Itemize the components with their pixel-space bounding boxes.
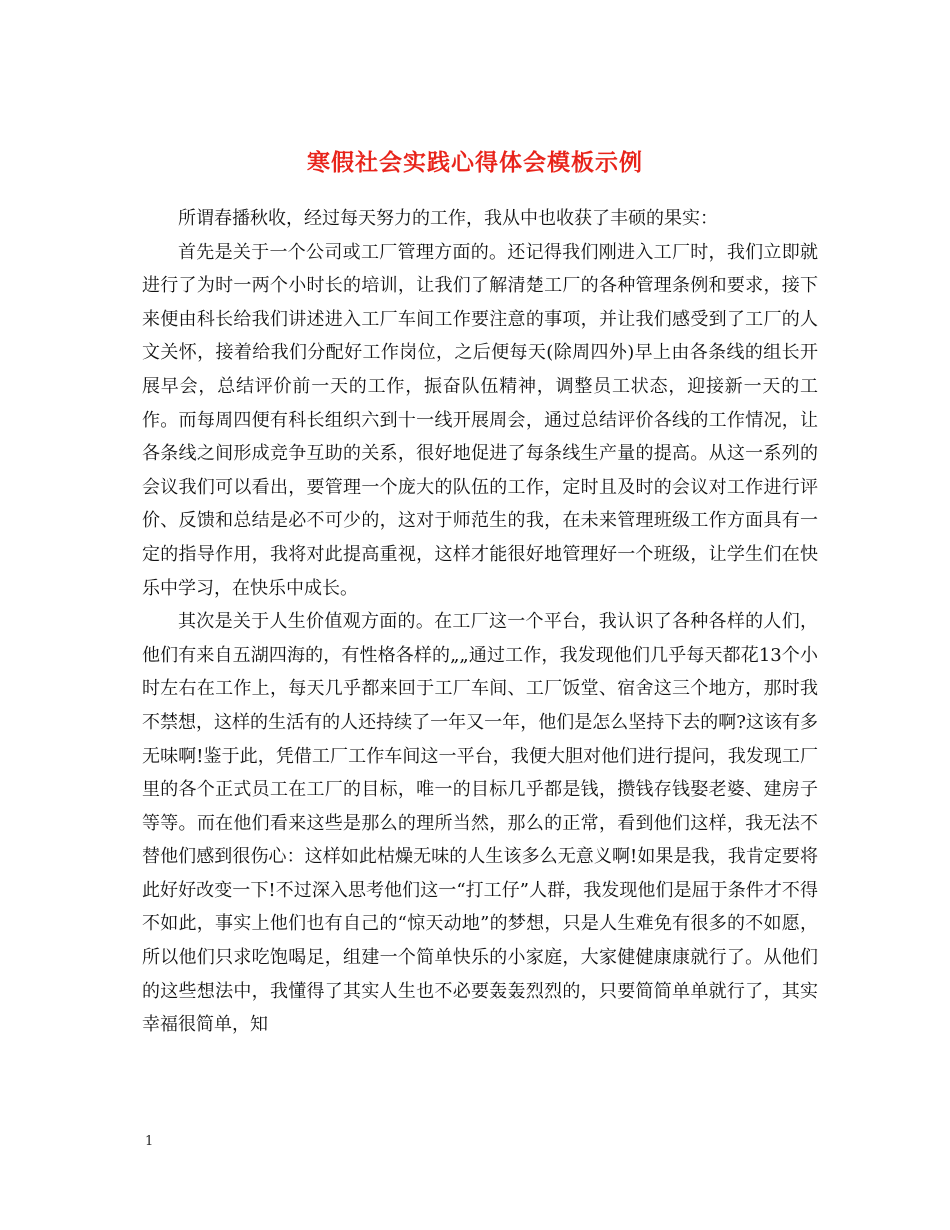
document-body bbox=[142, 202, 818, 1042]
paragraph-values: 其次是关于人生价值观方面的。在工厂这一个平台，我认识了各种各样的人们，他们有来自五湖四海的，有性格各样的„„通过工作，我发现他们几乎每天都花13个小时左右在工作上，每天几乎都来回于工厂车间、工厂饭堂、宿舍这三个地方，那时我不禁想，这样的生活有的人还持续了一年又一年，他们是怎么坚持下去的啊?这该有多无味啊!鉴于此，凭借工厂工作车间这一平台，我便大胆对他们进行提问，我发现工厂里的各个正式员工在工厂的目标，唯一的目标几乎都是钱，攒钱存钱娶老婆、建房子等等。而在他们看来这些是那么的理所当然，那么的正常，看到他们这样，我无法不替他们感到很伤心：这样如此枯燥无味的人生该多么无意义啊!如果是我，我肯定要将此好好改变一下!不过深入思考他们这一“打工仔”人群，我发现他们是屈于条件才不得不如此，事实上他们也有自己的“惊天动地”的梦想，只是人生难免有很多的不如愿，所以他们只求吃饱喝足，组建一个简单快乐的小家庭，大家健健康康就行了。从他们的这些想法中，我懂得了其实人生也不必要轰轰烈烈的，只要简简单单就行了，其实幸福很简单，知 bbox=[142, 611, 818, 1036]
document-title: 寒假社会实践心得体会模板示例 bbox=[307, 149, 643, 177]
paragraph-management: 首先是关于一个公司或工厂管理方面的。还记得我们刚进入工厂时，我们立即就进行了为时一两个小时长的培训，让我们了解清楚工厂的各种管理条例和要求，接下来便由科长给我们讲述进入工厂车间工作要注意的事项，并让我们感受到了工厂的人文关怀，接着给我们分配好工作岗位，之后便每天(除周四外)早上由各条线的组长开展早会，总结评价前一天的工作，振奋队伍精神，调整员工状态，迎接新一天的工作。而每周四便有科长组织六到十一线开展周会，通过总结评价各线的工作情况，让各条线之间形成竞争互助的关系，很好地促进了每条线生产量的提高。从这一系列的会议我们可以看出，要管理一个庞大的队伍的工作，定时且及时的会议对工作进行评价、反馈和总结是必不可少的，这对于师范生的我，在未来管理班级工作方面具有一定的指导作用，我将对此提高重视，这样才能很好地管理好一个班级，让学生们在快乐中学习，在快乐中成长。 bbox=[142, 241, 818, 599]
page-number: 1 bbox=[145, 1134, 154, 1149]
paragraph-intro: 所谓春播秋收，经过每天努力的工作，我从中也收获了丰硕的果实： bbox=[178, 208, 718, 229]
